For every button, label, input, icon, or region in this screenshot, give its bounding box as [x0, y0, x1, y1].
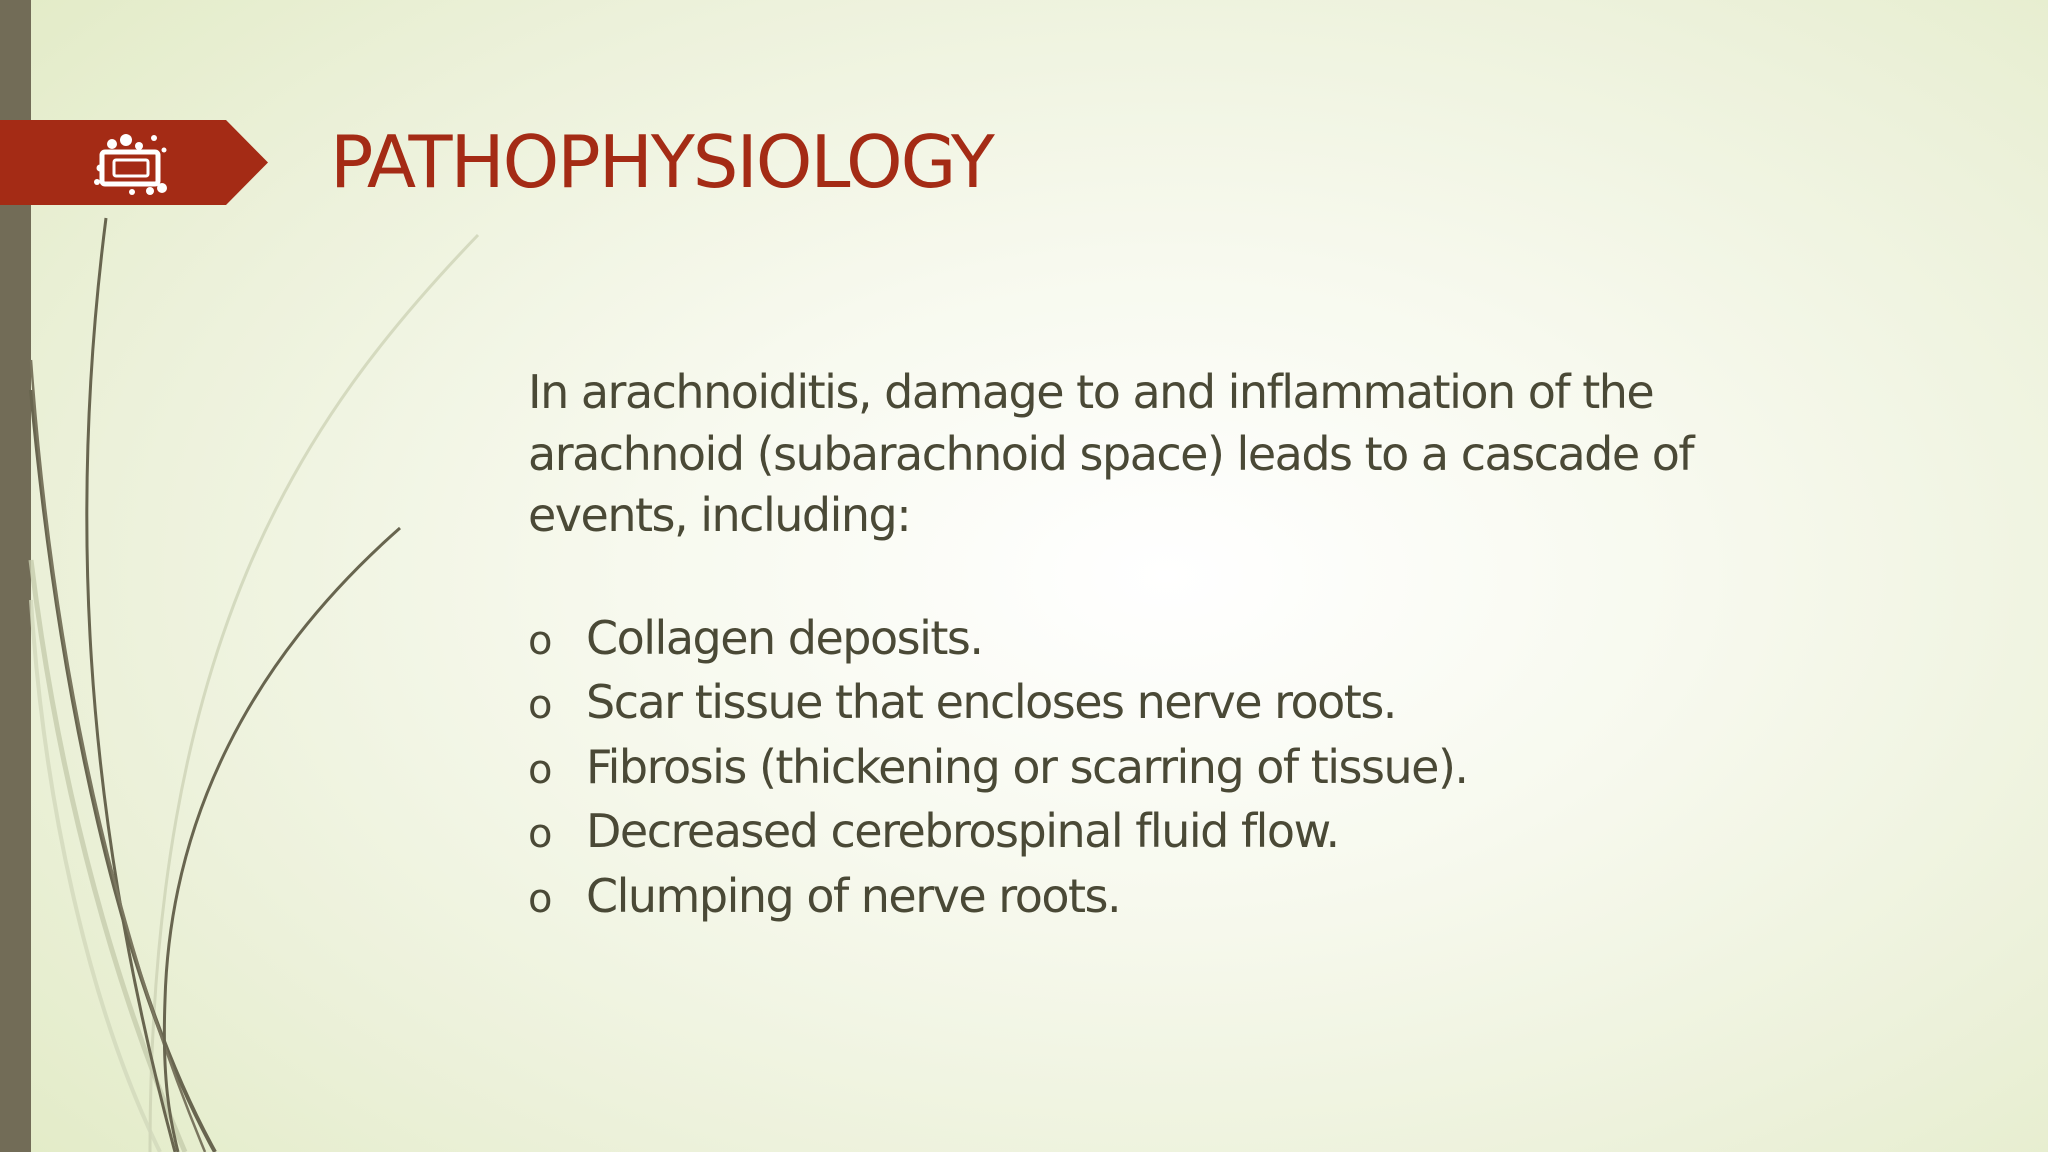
intro-paragraph: In arachnoiditis, damage to and inflammation of the arachnoid (subarachnoid space) leads to a cascade of events, including: — [528, 365, 1694, 542]
slide-body — [528, 362, 1828, 930]
bullet-text: Fibrosis (thickening or scarring of tissue). — [586, 739, 1468, 794]
bullet-marker: o — [528, 617, 553, 664]
bullet-item — [528, 737, 1828, 802]
bullet-marker: o — [528, 746, 553, 793]
bullet-item — [528, 672, 1828, 737]
bullet-marker: o — [528, 811, 553, 857]
bullet-item — [528, 801, 1828, 866]
bullet-marker: o — [528, 875, 553, 922]
bullet-text: Collagen deposits. — [586, 610, 983, 665]
bullet-text: Scar tissue that encloses nerve roots. — [586, 675, 1396, 729]
bullet-text: Clumping of nerve roots. — [586, 868, 1121, 923]
slide-title: PATHOPHYSIOLOGY — [330, 120, 993, 204]
bullet-text: Decreased cerebrospinal fluid flow. — [586, 804, 1339, 858]
bullet-list — [528, 608, 1828, 931]
bullet-item — [528, 866, 1828, 931]
bullet-item — [528, 608, 1828, 673]
bullet-marker: o — [528, 682, 553, 728]
slide-badge-icon — [92, 130, 170, 196]
